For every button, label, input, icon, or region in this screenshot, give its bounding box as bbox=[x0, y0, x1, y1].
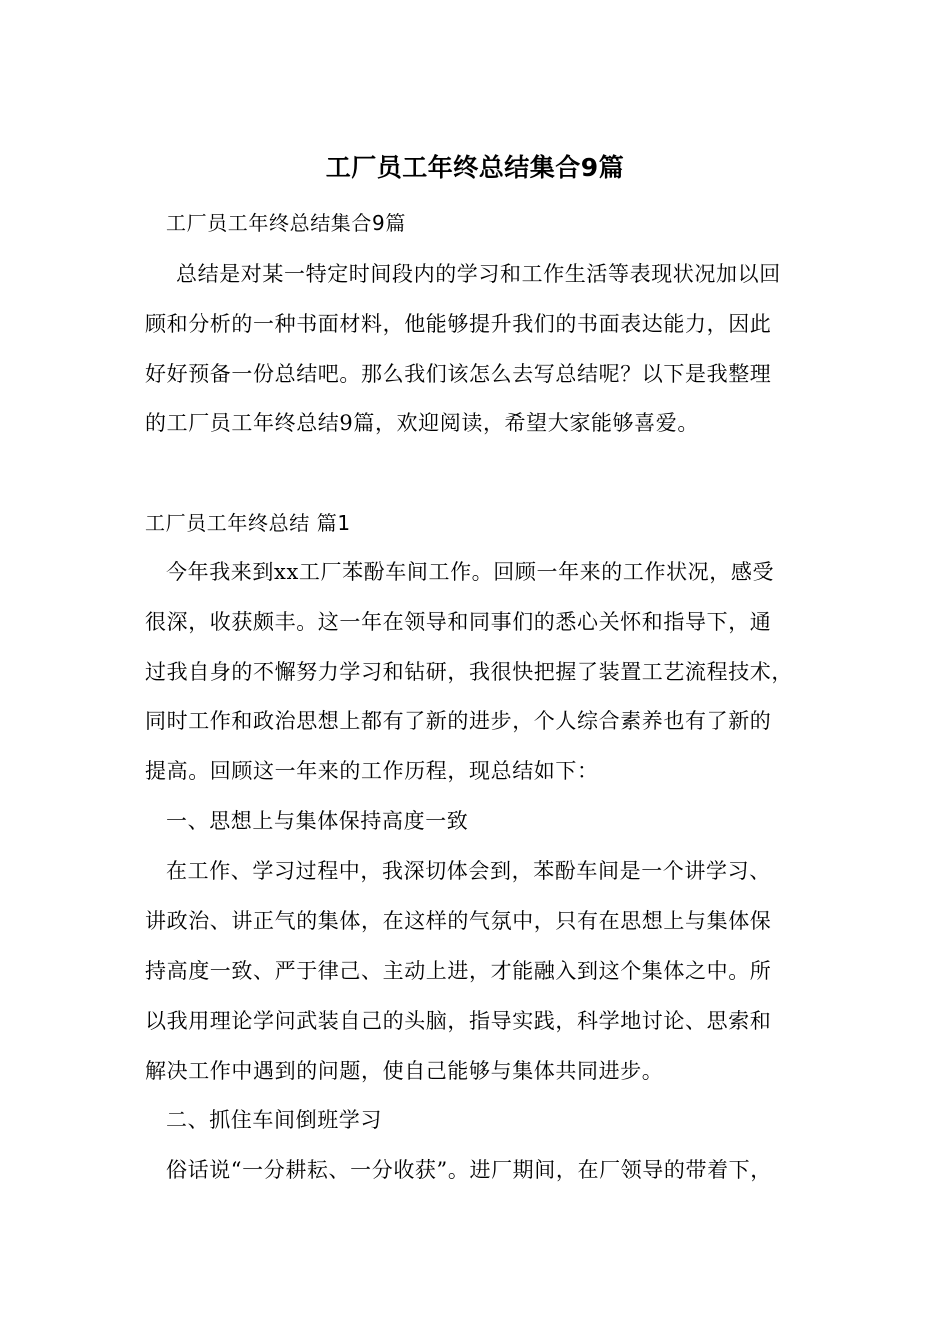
paragraph-line: 以我用理论学问武装自己的头脑，指导实践，科学地讨论、思索和 bbox=[145, 1009, 772, 1033]
paragraph-line: 过我自身的不懈努力学习和钻研，我很快把握了装置工艺流程技术， bbox=[145, 660, 793, 684]
paragraph-line: 讲政治、讲正气的集体，在这样的气氛中，只有在思想上与集体保 bbox=[145, 909, 772, 933]
paragraph-line: 持高度一致、严于律己、主动上进，才能融入到这个集体之中。所 bbox=[145, 959, 772, 983]
numbered-heading: 一、思想上与集体保持高度一致 bbox=[166, 809, 469, 833]
paragraph-line: 同时工作和政治思想上都有了新的进步，个人综合素养也有了新的 bbox=[145, 709, 772, 733]
document-subtitle: 工厂员工年终总结集合9篇 bbox=[166, 211, 406, 235]
paragraph-line: 很深，收获颇丰。这一年在领导和同事们的悉心关怀和指导下，通 bbox=[145, 610, 772, 634]
intro-line: 顾和分析的一种书面材料，他能够提升我们的书面表达能力，因此 bbox=[145, 312, 772, 336]
intro-line: 好好预备一份总结吧。那么我们该怎么去写总结呢？以下是我整理 bbox=[145, 362, 772, 386]
intro-line: 总结是对某一特定时间段内的学习和工作生活等表现状况加以回 bbox=[176, 262, 781, 286]
intro-line: 的工厂员工年终总结9篇，欢迎阅读，希望大家能够喜爱。 bbox=[145, 411, 699, 435]
paragraph-line: 今年我来到xx工厂苯酚车间工作。回顾一年来的工作状况，感受 bbox=[166, 560, 775, 584]
section-heading: 工厂员工年终总结 篇1 bbox=[145, 511, 351, 535]
paragraph-line: 在工作、学习过程中，我深切体会到，苯酚车间是一个讲学习、 bbox=[166, 859, 771, 883]
paragraph-line: 俗话说“一分耕耘、一分收获”。进厂期间，在厂领导的带着下， bbox=[166, 1158, 772, 1182]
document-title: 工厂员工年终总结集合9篇 bbox=[325, 153, 625, 182]
paragraph-line: 提高。回顾这一年来的工作历程，现总结如下： bbox=[145, 759, 599, 783]
numbered-heading: 二、抓住车间倒班学习 bbox=[166, 1108, 382, 1132]
paragraph-line: 解决工作中遇到的问题，使自己能够与集体共同进步。 bbox=[145, 1059, 664, 1083]
